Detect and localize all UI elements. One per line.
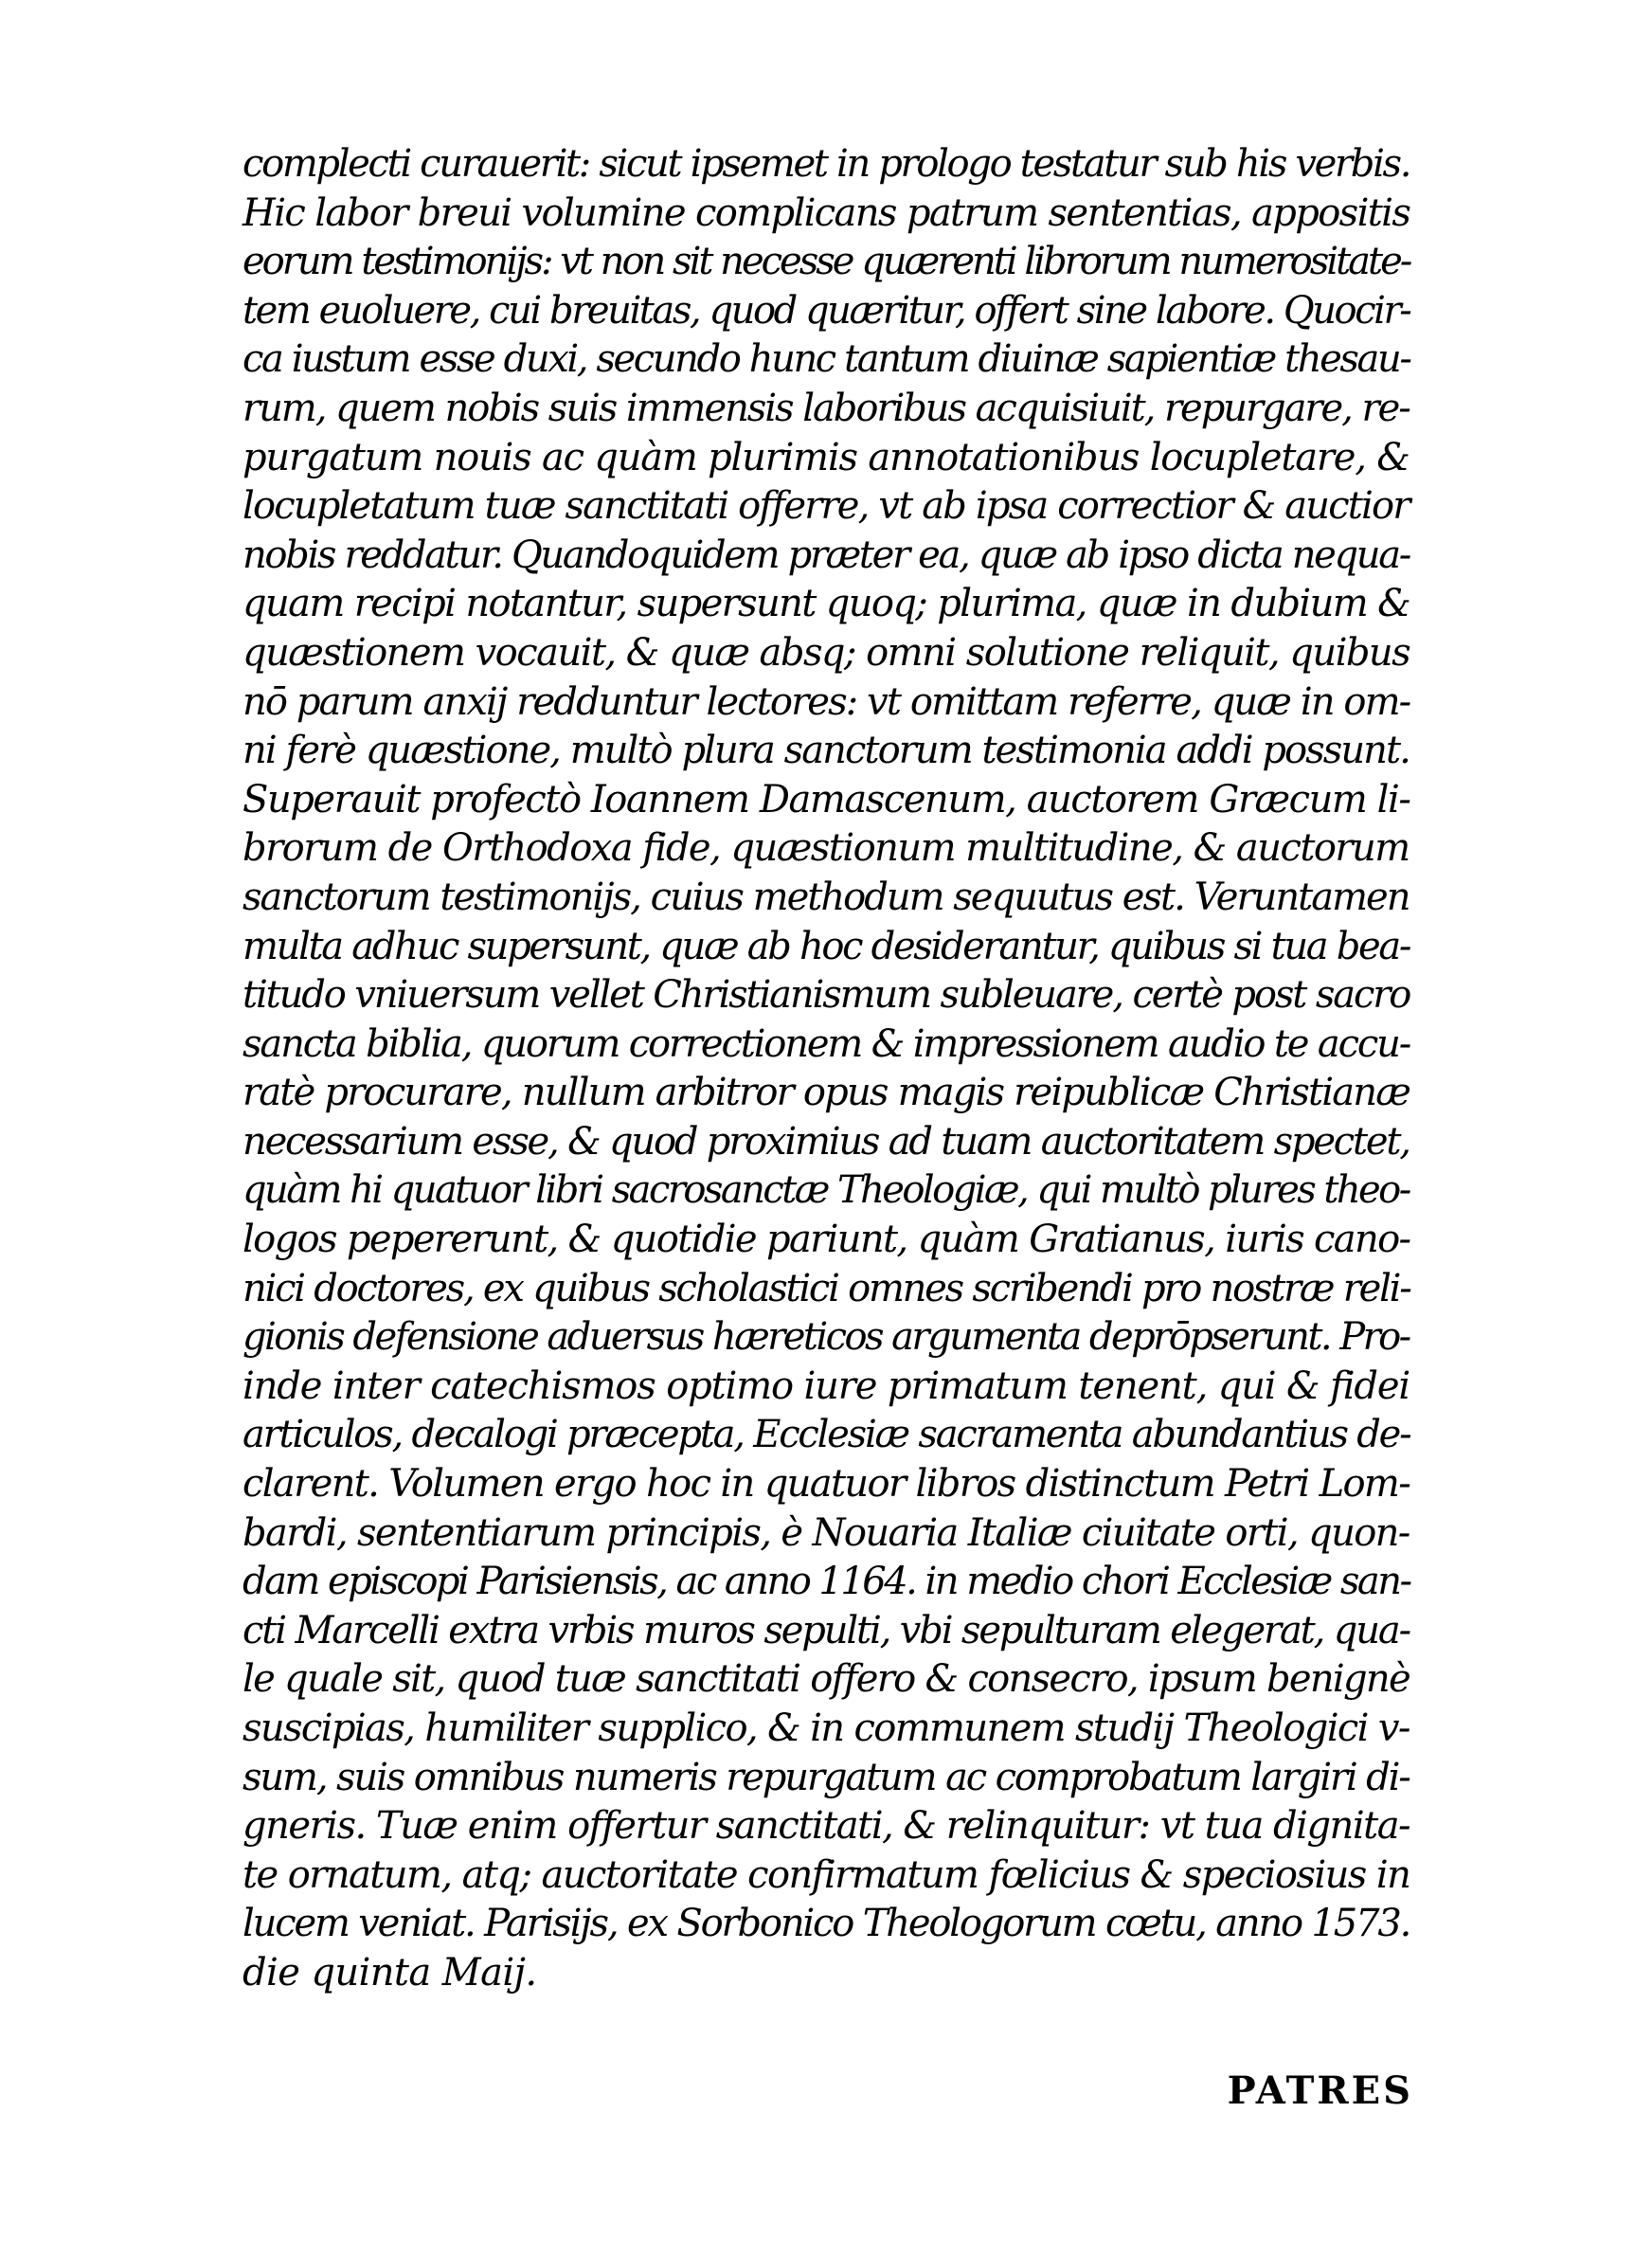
text-line: locupletatum tuæ sanctitati offerre, vt ab ipsa correctior & auctior bbox=[242, 484, 1410, 529]
text-line: Superauit profectò Ioannem Damascenum, auctorem Græcum li- bbox=[242, 777, 1410, 822]
catchword: PATRES bbox=[1227, 2068, 1413, 2113]
text-line: gneris. Tuæ enim offertur sanctitati, & relinquitur: vt tua dignita- bbox=[242, 1804, 1410, 1849]
text-line: lucem veniat. Parisijs, ex Sorbonico Theologorum cœtu, anno 1573. bbox=[242, 1902, 1410, 1946]
body-text bbox=[242, 140, 1410, 1998]
text-line: sancta biblia, quorum correctionem & impressionem audio te accu- bbox=[242, 1021, 1410, 1066]
text-line: le quale sit, quod tuæ sanctitati offero & consecro, ipsum benignè bbox=[242, 1657, 1410, 1702]
text-line: inde inter catechismos optimo iure primatum tenent, qui & fidei bbox=[242, 1363, 1410, 1408]
text-line: rum, quem nobis suis immensis laboribus acquisiuit, repurgare, re- bbox=[242, 386, 1410, 430]
text-line: Hic labor breui volumine complicans patrum sententias, appositis bbox=[242, 190, 1410, 235]
text-line: ca iustum esse duxi, secundo hunc tantum diuinæ sapientiæ thesau- bbox=[242, 337, 1410, 382]
text-line: sanctorum testimonijs, cuius methodum sequutus est. Veruntamen bbox=[242, 875, 1410, 919]
text-line: quam recipi notantur, supersunt quoq; plurima, quæ in dubium & bbox=[242, 582, 1410, 626]
text-line: eorum testimonijs: vt non sit necesse quærenti librorum numerositate- bbox=[242, 240, 1410, 284]
text-line: ni ferè quæstione, multò plura sanctorum testimonia addi possunt. bbox=[242, 729, 1410, 773]
text-line: nobis reddatur. Quandoquidem præter ea, quæ ab ipso dicta nequa- bbox=[242, 533, 1410, 577]
text-line: necessarium esse, & quod proximius ad tuam auctoritatem spectet, bbox=[242, 1119, 1410, 1164]
text-line: quàm hi quatuor libri sacrosanctæ Theologiæ, qui multò plures theo- bbox=[242, 1168, 1410, 1213]
text-line: multa adhuc supersunt, quæ ab hoc desiderantur, quibus si tua bea- bbox=[242, 924, 1410, 968]
text-line: ratè procurare, nullum arbitror opus magis reipublicæ Christianæ bbox=[242, 1071, 1410, 1115]
text-line: nici doctores, ex quibus scholastici omnes scribendi pro nostræ reli- bbox=[242, 1266, 1410, 1310]
text-line: quæstionem vocauit, & quæ absq; omni solutione reliquit, quibus bbox=[242, 630, 1410, 675]
text-line: suscipias, humiliter supplico, & in communem studij Theologici v- bbox=[242, 1706, 1410, 1750]
text-line: gionis defensione aduersus hæreticos argumenta deprōpserunt. Pro- bbox=[242, 1315, 1410, 1360]
text-line: bardi, sententiarum principis, è Nouaria Italiæ ciuitate orti, quon- bbox=[242, 1510, 1410, 1555]
text-line: tem euoluere, cui breuitas, quod quæritur, offert sine labore. Quocir- bbox=[242, 288, 1410, 333]
text-line: dam episcopi Parisiensis, ac anno 1164. in medio chori Ecclesiæ san- bbox=[242, 1560, 1410, 1604]
text-line: clarent. Volumen ergo hoc in quatuor libros distinctum Petri Lom- bbox=[242, 1462, 1410, 1507]
text-line: sum, suis omnibus numeris repurgatum ac comprobatum largiri di- bbox=[242, 1755, 1410, 1799]
text-line: nō parum anxij redduntur lectores: vt omittam referre, quæ in om- bbox=[242, 679, 1410, 724]
text-line: cti Marcelli extra vrbis muros sepulti, vbi sepulturam elegerat, qua- bbox=[242, 1608, 1410, 1652]
text-line: te ornatum, atq; auctoritate confirmatum fœlicius & speciosius in bbox=[242, 1852, 1410, 1897]
text-line: logos pepererunt, & quotidie pariunt, quàm Gratianus, iuris cano- bbox=[242, 1218, 1410, 1262]
text-line: titudo vniuersum vellet Christianismum subleuare, certè post sacro bbox=[242, 973, 1410, 1018]
text-line: die quinta Maij. bbox=[242, 1950, 537, 1995]
text-line: brorum de Orthodoxa fide, quæstionum multitudine, & auctorum bbox=[242, 826, 1410, 871]
text-line: complecti curauerit: sicut ipsemet in prologo testatur sub his verbis. bbox=[242, 142, 1410, 186]
text-line: purgatum nouis ac quàm plurimis annotationibus locupletare, & bbox=[242, 435, 1410, 479]
text-line: articulos, decalogi præcepta, Ecclesiæ sacramenta abundantius de- bbox=[242, 1413, 1410, 1457]
